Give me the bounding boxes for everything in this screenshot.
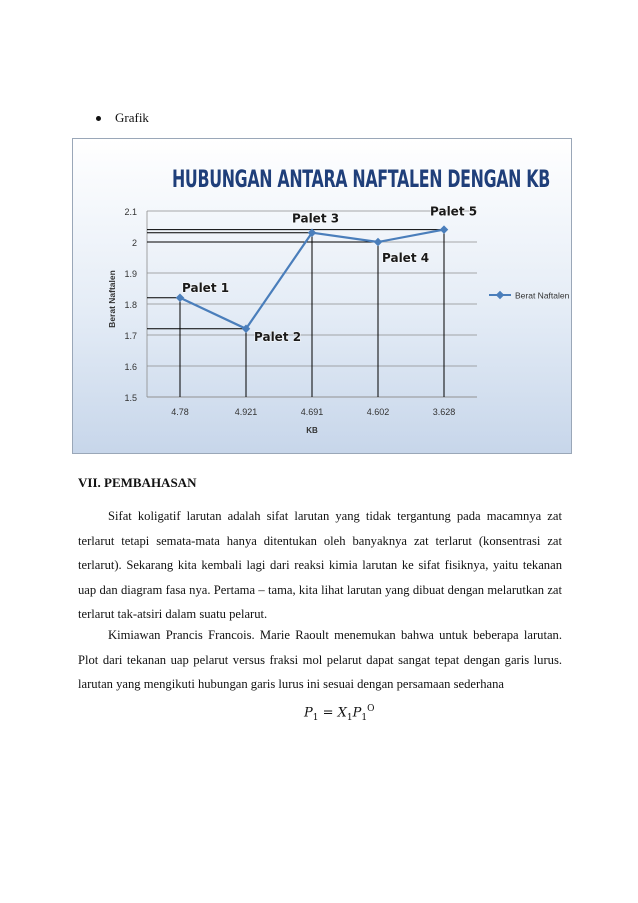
legend-marker: [496, 291, 504, 299]
palet-annotation: Palet 3: [292, 211, 340, 226]
x-tick-label: 4.691: [300, 407, 324, 417]
bullet-item: [96, 110, 149, 126]
paragraph-2-text: Kimiawan Prancis Francois. Marie Raoult menemukan bahwa untuk beberapa larutan. Plot dari tekanan uap pelarut versus fraksi mol pelarut dapat sangat tepat dengan garis lurus. larutan yang mengikuti hubungan garis lurus ini sesuai dengan persamaan sederhana: [78, 628, 562, 692]
y-tick-label: 1.9: [124, 269, 137, 279]
paragraph-2: [78, 623, 562, 697]
formula-p-sub: 1: [361, 712, 368, 723]
palet-annotation: Palet 4: [382, 251, 430, 265]
formula-lhs: P: [304, 705, 313, 721]
legend-label: Berat Naftalen: [515, 290, 570, 301]
formula-lhs-sub: 1: [312, 712, 319, 723]
bullet-text: Grafik: [115, 110, 149, 125]
y-tick-label: 1.6: [124, 362, 137, 372]
palet-annotation: Palet 2: [254, 329, 302, 344]
x-tick-label: 4.921: [234, 407, 258, 417]
y-axis-label: Berat Naftalen: [107, 270, 117, 328]
data-point: [440, 225, 448, 233]
raoult-formula: [304, 704, 375, 723]
palet-annotation: Palet 1: [182, 280, 230, 295]
y-tick-label: 1.5: [124, 393, 137, 403]
paragraph-1: [78, 504, 562, 627]
formula-eq: =: [318, 705, 338, 721]
chart-title: HUBUNGAN ANTARA NAFTALEN DENGAN KB: [172, 165, 550, 193]
section-title: VII. PEMBAHASAN: [78, 475, 197, 490]
palet-annotation: Palet 5: [430, 204, 478, 219]
x-axis-label: KB: [306, 426, 318, 435]
x-tick-label: 4.78: [171, 407, 189, 417]
y-tick-label: 1.7: [124, 331, 137, 341]
line-chart: [73, 139, 571, 453]
formula-x-sub: 1: [346, 712, 353, 723]
x-tick-label: 3.628: [432, 407, 456, 417]
paragraph-1-text: Sifat koligatif larutan adalah sifat larutan yang tidak tergantung pada macamnya zat terlarut tetapi semata-mata hanya ditentukan oleh banyaknya zat terlarut (konsentrasi zat terlarut). Sekarang kita kembali lagi dari reaksi kimia larutan ke sifat fisiknya, yaitu tekanan uap dan diagram fasa nya. Pertama – tama, kita lihat larutan yang dibuat dengan melarutkan zat terlarut tak-atsiri dalam suatu pelarut.: [78, 509, 562, 622]
formula-p-sup: O: [367, 704, 375, 714]
formula-x: X: [337, 705, 347, 721]
data-point: [374, 238, 382, 246]
formula-p: P: [352, 705, 362, 721]
x-tick-label: 4.602: [366, 407, 390, 417]
y-tick-label: 2.1: [124, 207, 137, 217]
chart-frame: [72, 138, 572, 454]
data-point: [176, 294, 184, 302]
y-tick-label: 2: [131, 238, 137, 248]
y-tick-label: 1.8: [124, 300, 137, 310]
bullet-dot-icon: [96, 116, 101, 121]
